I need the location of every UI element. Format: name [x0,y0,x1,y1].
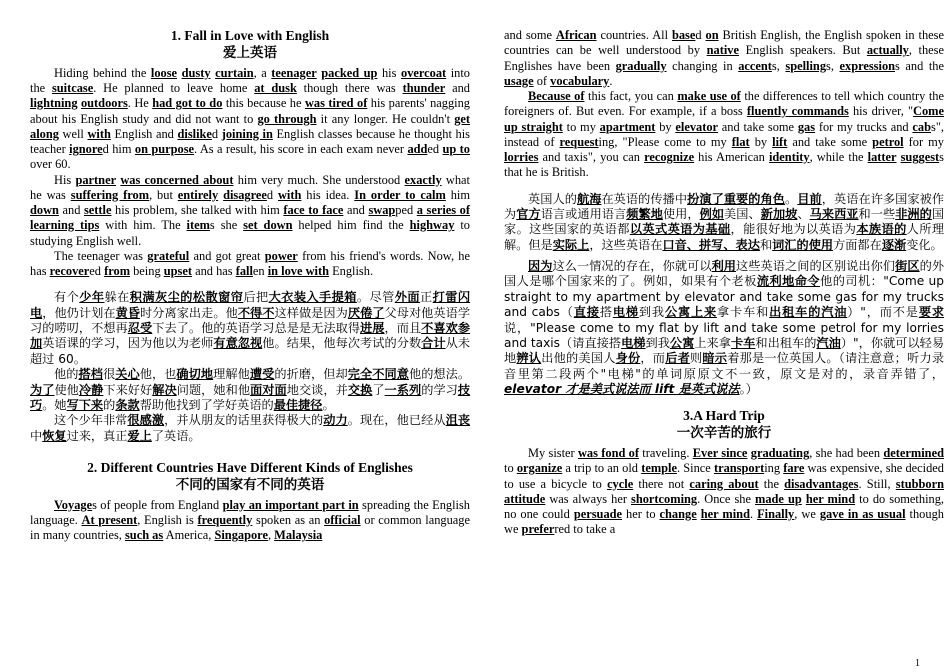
paragraph: Because of this fact, you can make use of the differences to tell which country the foreigners of. But even. For example, if a boss fluently commands his driver, "Come up straight to my apartment by elevator and take some gas for my trucks and cabs", instead of requesting, "Please come to my flat by lift and take some petrol for my lorries and taxis", you can recognize his American identity, while the latter suggests that he is British. [504,89,944,180]
right-column [504,28,944,656]
paragraph-chinese: 他的搭档很关心他，也确切地理解他遭受的折磨，但却完全不同意他的想法。为了使他冷静下来好好解决问题，她和他面对面地交谈，并交换了一系列的学习技巧。她写下来的条款帮助他找到了学好英语的最佳捷径。 [30,367,471,412]
section-1-title-en: 1. Fall in Love with English [170,28,330,43]
paragraph: and some African countries. All based on British English, the English spoken in these countries can be well understood by native English speakers. But actually, these Englishes have been gradually changing in accents, spellings, expressions and the usage of vocabulary. [504,28,945,88]
section-2-title-cn: 不同的国家有不同的英语 [175,476,325,493]
page-number: 1 [915,658,920,669]
paragraph: The teenager was grateful and got great power from his friend's words. Now, he has recovered from being upset and has fallen in love with English. [30,248,470,278]
section-3-title-cn: 一次辛苦的旅行 [676,425,772,442]
section-1-title-cn: 爱上英语 [223,44,277,61]
paragraph-chinese: 这个少年非常很感激，并从朋友的话里获得极大的动力。现在，他已经从沮丧中恢复过来，真正爱上了英语。 [30,413,471,443]
section-1-heading [30,28,470,62]
section-3-title-en: 3.A Hard Trip [683,408,765,424]
paragraph-chinese: 因为这么一情况的存在，你就可以利用这些英语之间的区别说出你们街区的外国人是哪个国家来的了。例如，如果有个老板流利地命令他的司机："Come up straight to my apartment by elevator and take some gas for my trucks and cabs（直接搭电梯到我公寓上来拿卡车和出租车的汽油）"，而不是要求说，"Please come to my flat by lift and take some petrol for my lorries and taxis（请直接搭电梯到我公寓上来拿卡车和出租车的汽油）"，你就可以轻易地辨认出他的美国人身份，而后者则暗示着那是一位英国人。（请注意意；听力录音里第二段两个"电梯"的单词原原文不一致，原文是对的，录音弄错了，elevator 才是美式说法而 lift 是英式说法。） [504,259,945,396]
section-2-title-en: 2. Different Countries Have Different Kinds of Englishes [87,460,413,475]
paragraph: Hiding behind the loose dusty curtain, a teenager packed up his overcoat into the suitcase. He planned to leave home at dusk though there was thunder and lightning outdoors. He had got to do this because he was tired of his parents' nagging about his English study and did not want to go through it any longer. He couldn't get along well with English and disliked joining in English classes because he thought his teacher ignored him on purpose. As a result, his score in each exam never added up to over 60. [30,65,471,172]
paragraph-chinese: 英国人的航海在英语的传播中扮演了重要的角色。目前，英语在许多国家被作为官方语言或通用语言频繁地使用，例如美国、新加坡、马来西亚和一些非洲的国家。这些国家的英语都以英式英语为基础，能很好地为以英语为本族语的人所理解。但是实际上，这些英语在口音、拼写、表达和词汇的使用方面都在逐渐变化。 [504,191,945,252]
paragraph-chinese: 有个少年躲在积满灰尘的松散窗帘后把大衣装入手提箱。尽管外面正打雷闪电，他仍计划在黄昏时分离家出走。他不得不这样做是因为厌倦了父母对他英语学习的唠叨，不想再忍受下去了。他的英语学习总是是无法取得进展，而且不喜欢参加英语课的学习，因为他以为老师有意忽视他。结果，他每次考试的分数合计从未超过 60。 [30,290,471,366]
two-column-layout [30,28,945,656]
paragraph: My sister was fond of traveling. Ever since graduating, she had been determined to organize a trip to an old temple. Since transporting fare was expensive, she decided to use a bicycle to cycle there not caring about the disadvantages. Still, stubborn attitude was always her shortcoming. Once she made up her mind to do something, no one could persuade her to change her mind. Finally, we gave in as usual though we preferred to take a [504,446,944,537]
section-2-heading [30,460,470,494]
left-column [30,28,470,656]
paragraph: Voyages of people from England play an important part in spreading the English language. At present, English is frequently spoken as an official or common language in many countries, such as America, Singapore, Malaysia [30,497,470,543]
section-3-heading [504,408,944,442]
paragraph: His partner was concerned about him very much. She understood exactly what he was suffering from, but entirely disagreed with his idea. In order to calm him down and settle his problem, she talked with him face to face and swapped a series of learning tips with him. The items she set down helped him find the highway to studying English well. [30,172,470,248]
